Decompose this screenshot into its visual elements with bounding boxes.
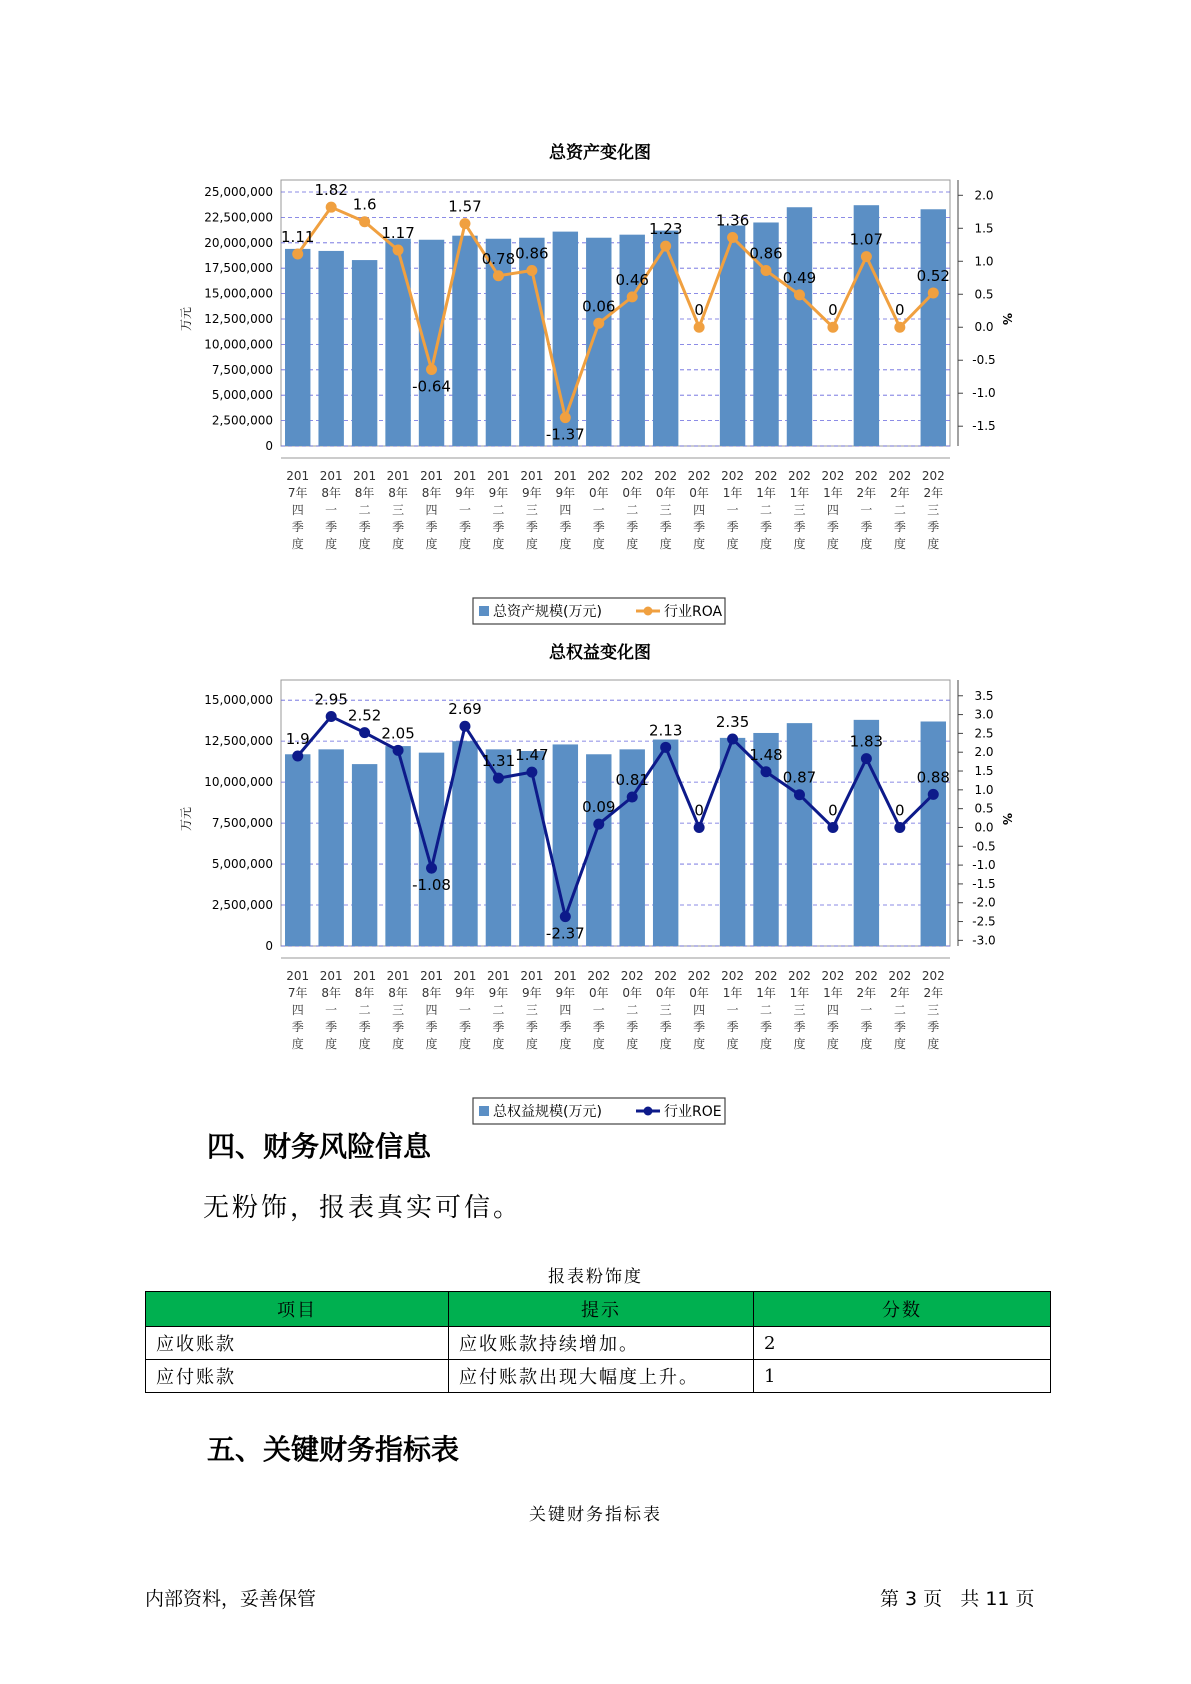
x-tick-label: 201 8年三季度 — [386, 469, 410, 551]
risk-table-caption: 报表粉饰度 — [548, 1267, 643, 1287]
section4-body: 无粉饰，报表真实可信。 — [203, 1193, 523, 1223]
risk-table-header-score: 分数 — [754, 1292, 1051, 1327]
bar — [352, 260, 377, 446]
line-point — [694, 322, 705, 333]
x-tick-label: 201 7年四季度 — [286, 969, 310, 1051]
bar — [921, 721, 946, 946]
y-right-tick-label: 2.0 — [974, 745, 994, 760]
x-tick-label: 202 2年三季度 — [921, 969, 945, 1051]
y-right-tick-label: -1.0 — [972, 858, 996, 873]
footer-page-number: 第 3 页 共 11 页 — [880, 1588, 1035, 1610]
chart-title: 总资产变化图 — [549, 143, 651, 163]
line-point — [359, 727, 370, 738]
data-label: 0.88 — [916, 768, 950, 787]
section4-heading: 四、财务风险信息 — [207, 1130, 432, 1163]
bar — [787, 207, 812, 446]
data-label: 0.49 — [782, 268, 817, 287]
risk-row-score: 2 — [754, 1327, 1051, 1360]
x-tick-label: 202 2年一季度 — [854, 969, 878, 1051]
bar — [318, 749, 343, 946]
data-label: 0.87 — [782, 768, 817, 787]
line-point — [861, 753, 872, 764]
line-point — [459, 721, 470, 732]
y-left-tick-label: 22,500,000 — [204, 210, 273, 225]
line-point — [761, 265, 772, 276]
x-tick-label: 202 1年三季度 — [788, 469, 811, 551]
x-tick-label: 201 8年四季度 — [420, 969, 443, 1051]
line-point — [393, 245, 404, 256]
bar — [385, 239, 410, 446]
line-point — [292, 249, 303, 260]
data-label: 1.07 — [849, 230, 884, 249]
x-tick-label: 201 7年四季度 — [286, 469, 310, 551]
section5-heading: 五、关键财务指标表 — [207, 1433, 460, 1466]
bar — [586, 238, 611, 446]
x-tick-label: 201 8年四季度 — [420, 469, 443, 551]
y-right-tick-label: 2.5 — [974, 726, 994, 741]
x-tick-label: 201 9年一季度 — [453, 969, 477, 1051]
data-label: 1.6 — [352, 195, 377, 214]
x-tick-label: 202 1年一季度 — [721, 469, 745, 551]
data-label: -1.08 — [412, 876, 451, 895]
x-tick-label: 202 0年二季度 — [620, 969, 644, 1051]
data-label: 1.47 — [515, 746, 549, 765]
x-tick-label: 202 0年一季度 — [587, 469, 611, 551]
data-label: -0.64 — [412, 377, 451, 396]
y-left-tick-label: 5,000,000 — [211, 388, 273, 403]
y-right-tick-label: 2.0 — [974, 188, 994, 203]
y-left-axis-label: 万元 — [179, 306, 193, 332]
y-right-tick-label: -1.0 — [972, 386, 996, 401]
data-label: -1.37 — [545, 425, 585, 444]
data-label: 1.31 — [481, 752, 516, 771]
risk-table — [145, 1291, 1051, 1393]
x-tick-label: 201 8年三季度 — [386, 969, 410, 1051]
data-label: 0 — [828, 301, 838, 320]
data-label: 0.06 — [582, 297, 616, 316]
data-label: 0 — [694, 301, 704, 320]
y-right-tick-label: 0.0 — [974, 820, 994, 835]
risk-table-header-row — [146, 1292, 1051, 1327]
line-point — [727, 734, 738, 745]
bar — [720, 738, 745, 946]
line-point — [593, 318, 604, 329]
x-tick-label: 202 2年二季度 — [888, 969, 912, 1051]
table-row — [146, 1327, 1051, 1360]
data-label: 0 — [895, 301, 905, 320]
y-left-tick-label: 5,000,000 — [211, 857, 273, 872]
line-point — [593, 819, 604, 830]
x-tick-label: 202 2年二季度 — [888, 469, 912, 551]
x-tick-label: 201 9年二季度 — [486, 969, 510, 1051]
legend-bar-swatch — [479, 606, 489, 616]
y-right-tick-label: -0.5 — [972, 839, 996, 854]
line-point — [359, 216, 370, 227]
risk-table-header-hint: 提示 — [449, 1292, 754, 1327]
x-tick-label: 202 0年三季度 — [654, 469, 678, 551]
y-left-tick-label: 25,000,000 — [204, 185, 273, 199]
y-right-tick-label: 0.0 — [974, 320, 994, 335]
x-tick-label: 201 9年二季度 — [486, 469, 510, 551]
line-point — [894, 822, 905, 833]
y-right-tick-label: -1.5 — [972, 419, 996, 434]
line-point — [493, 270, 504, 281]
x-tick-label: 201 9年一季度 — [453, 469, 477, 551]
y-right-tick-label: -1.5 — [972, 876, 996, 891]
y-left-tick-label: 0 — [265, 939, 273, 953]
x-tick-label: 202 0年一季度 — [587, 969, 611, 1051]
y-right-axis-label: % — [1000, 312, 1014, 326]
line-point — [928, 789, 939, 800]
bar — [486, 239, 511, 446]
y-right-tick-label: 0.5 — [974, 801, 994, 816]
x-tick-label: 201 9年三季度 — [520, 469, 544, 551]
y-right-axis-label: % — [1000, 812, 1014, 826]
y-left-tick-label: 20,000,000 — [204, 235, 273, 250]
chart-title: 总权益变化图 — [549, 643, 651, 663]
key-indicators-caption: 关键财务指标表 — [529, 1505, 662, 1525]
line-point — [660, 742, 671, 753]
data-label: 0.86 — [749, 244, 783, 263]
y-left-tick-label: 7,500,000 — [211, 362, 273, 377]
y-left-tick-label: 0 — [265, 439, 273, 453]
x-tick-label: 202 0年三季度 — [654, 969, 678, 1051]
line-point — [493, 773, 504, 784]
data-label: 1.11 — [281, 228, 315, 247]
x-tick-label: 202 1年一季度 — [721, 969, 745, 1051]
line-point — [560, 412, 571, 423]
y-right-tick-label: 1.0 — [974, 254, 994, 269]
total-assets-chart-svg — [0, 120, 1191, 620]
x-tick-label: 202 1年二季度 — [754, 469, 778, 551]
y-right-tick-label: -3.0 — [972, 933, 996, 948]
x-tick-label: 202 2年三季度 — [921, 469, 945, 551]
y-right-tick-label: 0.5 — [974, 287, 994, 302]
bar — [653, 231, 678, 446]
risk-row-score: 1 — [754, 1360, 1051, 1393]
data-label: 0.81 — [615, 770, 649, 789]
data-label: 1.83 — [849, 732, 884, 751]
bar — [787, 723, 812, 946]
x-tick-label: 201 9年三季度 — [520, 969, 544, 1051]
data-label: 0 — [895, 801, 905, 820]
legend-line-label: 行业ROE — [664, 1104, 722, 1120]
legend-line-marker — [644, 607, 653, 616]
data-label: 1.23 — [648, 220, 683, 239]
data-label: 0.78 — [481, 249, 516, 268]
total-equity-chart — [0, 620, 1191, 1120]
line-point — [426, 863, 437, 874]
x-tick-label: 202 0年四季度 — [687, 969, 711, 1051]
x-tick-label: 201 8年一季度 — [319, 469, 343, 551]
y-right-tick-label: 1.5 — [974, 764, 994, 779]
y-left-tick-label: 2,500,000 — [211, 413, 273, 428]
line-point — [393, 745, 404, 756]
data-label: 1.36 — [715, 211, 750, 230]
y-left-tick-label: 12,500,000 — [204, 734, 273, 749]
line-point — [560, 911, 571, 922]
line-point — [894, 322, 905, 333]
x-tick-label: 202 0年二季度 — [620, 469, 644, 551]
plot-area — [281, 180, 950, 446]
y-right-tick-label: 3.5 — [974, 688, 994, 703]
data-label: 0 — [828, 801, 838, 820]
data-label: 1.48 — [749, 745, 783, 764]
x-tick-label: 202 1年三季度 — [788, 969, 811, 1051]
data-label: 2.69 — [448, 700, 482, 719]
y-left-tick-label: 10,000,000 — [204, 337, 273, 352]
bar — [385, 746, 410, 946]
y-left-tick-label: 7,500,000 — [211, 816, 273, 831]
y-right-tick-label: -2.5 — [972, 914, 996, 929]
x-tick-label: 201 8年二季度 — [353, 969, 377, 1051]
line-point — [827, 822, 838, 833]
risk-row-hint: 应收账款持续增加。 — [449, 1327, 754, 1360]
risk-row-hint: 应付账款出现大幅度上升。 — [449, 1360, 754, 1393]
line-point — [794, 289, 805, 300]
x-tick-label: 201 8年二季度 — [353, 469, 377, 551]
line-point — [794, 789, 805, 800]
data-label: 2.95 — [314, 690, 348, 709]
y-left-tick-label: 17,500,000 — [204, 261, 273, 276]
line-point — [459, 218, 470, 229]
risk-row-item: 应付账款 — [146, 1360, 449, 1393]
y-right-tick-label: 3.0 — [974, 707, 994, 722]
bar — [352, 764, 377, 946]
y-right-tick-label: -2.0 — [972, 895, 996, 910]
x-tick-label: 202 2年一季度 — [854, 469, 878, 551]
footer-confidential: 内部资料，妥善保管 — [145, 1588, 317, 1610]
data-label: 1.57 — [448, 197, 482, 216]
plot-area — [281, 680, 950, 946]
data-label: 0.86 — [515, 244, 549, 263]
line-point — [928, 287, 939, 298]
y-right-tick-label: 1.5 — [974, 221, 994, 236]
line-point — [627, 291, 638, 302]
data-label: -2.37 — [545, 924, 585, 943]
data-label: 2.05 — [381, 724, 415, 743]
x-tick-label: 202 0年四季度 — [687, 469, 711, 551]
bar — [620, 235, 645, 446]
x-tick-label: 201 8年一季度 — [319, 969, 343, 1051]
y-left-tick-label: 12,500,000 — [204, 312, 273, 326]
bar — [285, 249, 310, 446]
line-point — [426, 364, 437, 375]
y-left-tick-label: 2,500,000 — [211, 898, 273, 913]
data-label: 1.9 — [285, 729, 310, 748]
y-left-tick-label: 15,000,000 — [204, 693, 273, 708]
line-point — [526, 767, 537, 778]
line-point — [827, 322, 838, 333]
table-row — [146, 1360, 1051, 1393]
bar — [921, 209, 946, 446]
data-label: 0.46 — [615, 270, 649, 289]
bar — [452, 741, 477, 946]
total-equity-chart-svg — [0, 620, 1191, 1120]
risk-row-item: 应收账款 — [146, 1327, 449, 1360]
data-label: 1.82 — [314, 181, 348, 200]
bar — [285, 754, 310, 946]
legend-line-marker — [644, 1107, 653, 1116]
x-tick-label: 202 1年四季度 — [821, 469, 845, 551]
legend-bar-label: 总资产规模(万元) — [493, 604, 602, 620]
line-point — [660, 241, 671, 252]
line-point — [627, 791, 638, 802]
total-assets-chart — [0, 120, 1191, 620]
line-point — [861, 251, 872, 262]
x-tick-label: 202 1年四季度 — [821, 969, 845, 1051]
y-left-tick-label: 15,000,000 — [204, 286, 273, 301]
data-label: 2.52 — [347, 706, 382, 725]
x-tick-label: 202 1年二季度 — [754, 969, 778, 1051]
y-left-axis-label: 万元 — [179, 806, 193, 832]
x-tick-label: 201 9年四季度 — [553, 969, 577, 1051]
data-label: 1.17 — [381, 224, 415, 243]
y-right-tick-label: -0.5 — [972, 353, 996, 368]
line-point — [761, 766, 772, 777]
x-tick-label: 201 9年四季度 — [553, 469, 577, 551]
data-label: 2.35 — [715, 713, 750, 732]
line-point — [292, 750, 303, 761]
y-right-tick-label: 1.0 — [974, 782, 994, 797]
line-point — [326, 202, 337, 213]
data-label: 0.09 — [582, 798, 616, 817]
line-point — [694, 822, 705, 833]
legend-line-label: 行业ROA — [664, 604, 723, 620]
risk-table-header-item: 项目 — [146, 1292, 449, 1327]
line-point — [526, 265, 537, 276]
line-point — [326, 711, 337, 722]
data-label: 0 — [694, 801, 704, 820]
legend-bar-label: 总权益规模(万元) — [493, 1104, 602, 1120]
bar — [419, 753, 444, 946]
bar — [519, 751, 544, 946]
line-point — [727, 232, 738, 243]
data-label: 2.13 — [648, 721, 683, 740]
data-label: 0.52 — [916, 266, 950, 285]
legend-bar-swatch — [479, 1106, 489, 1116]
y-left-tick-label: 10,000,000 — [204, 775, 273, 790]
bar — [318, 251, 343, 446]
